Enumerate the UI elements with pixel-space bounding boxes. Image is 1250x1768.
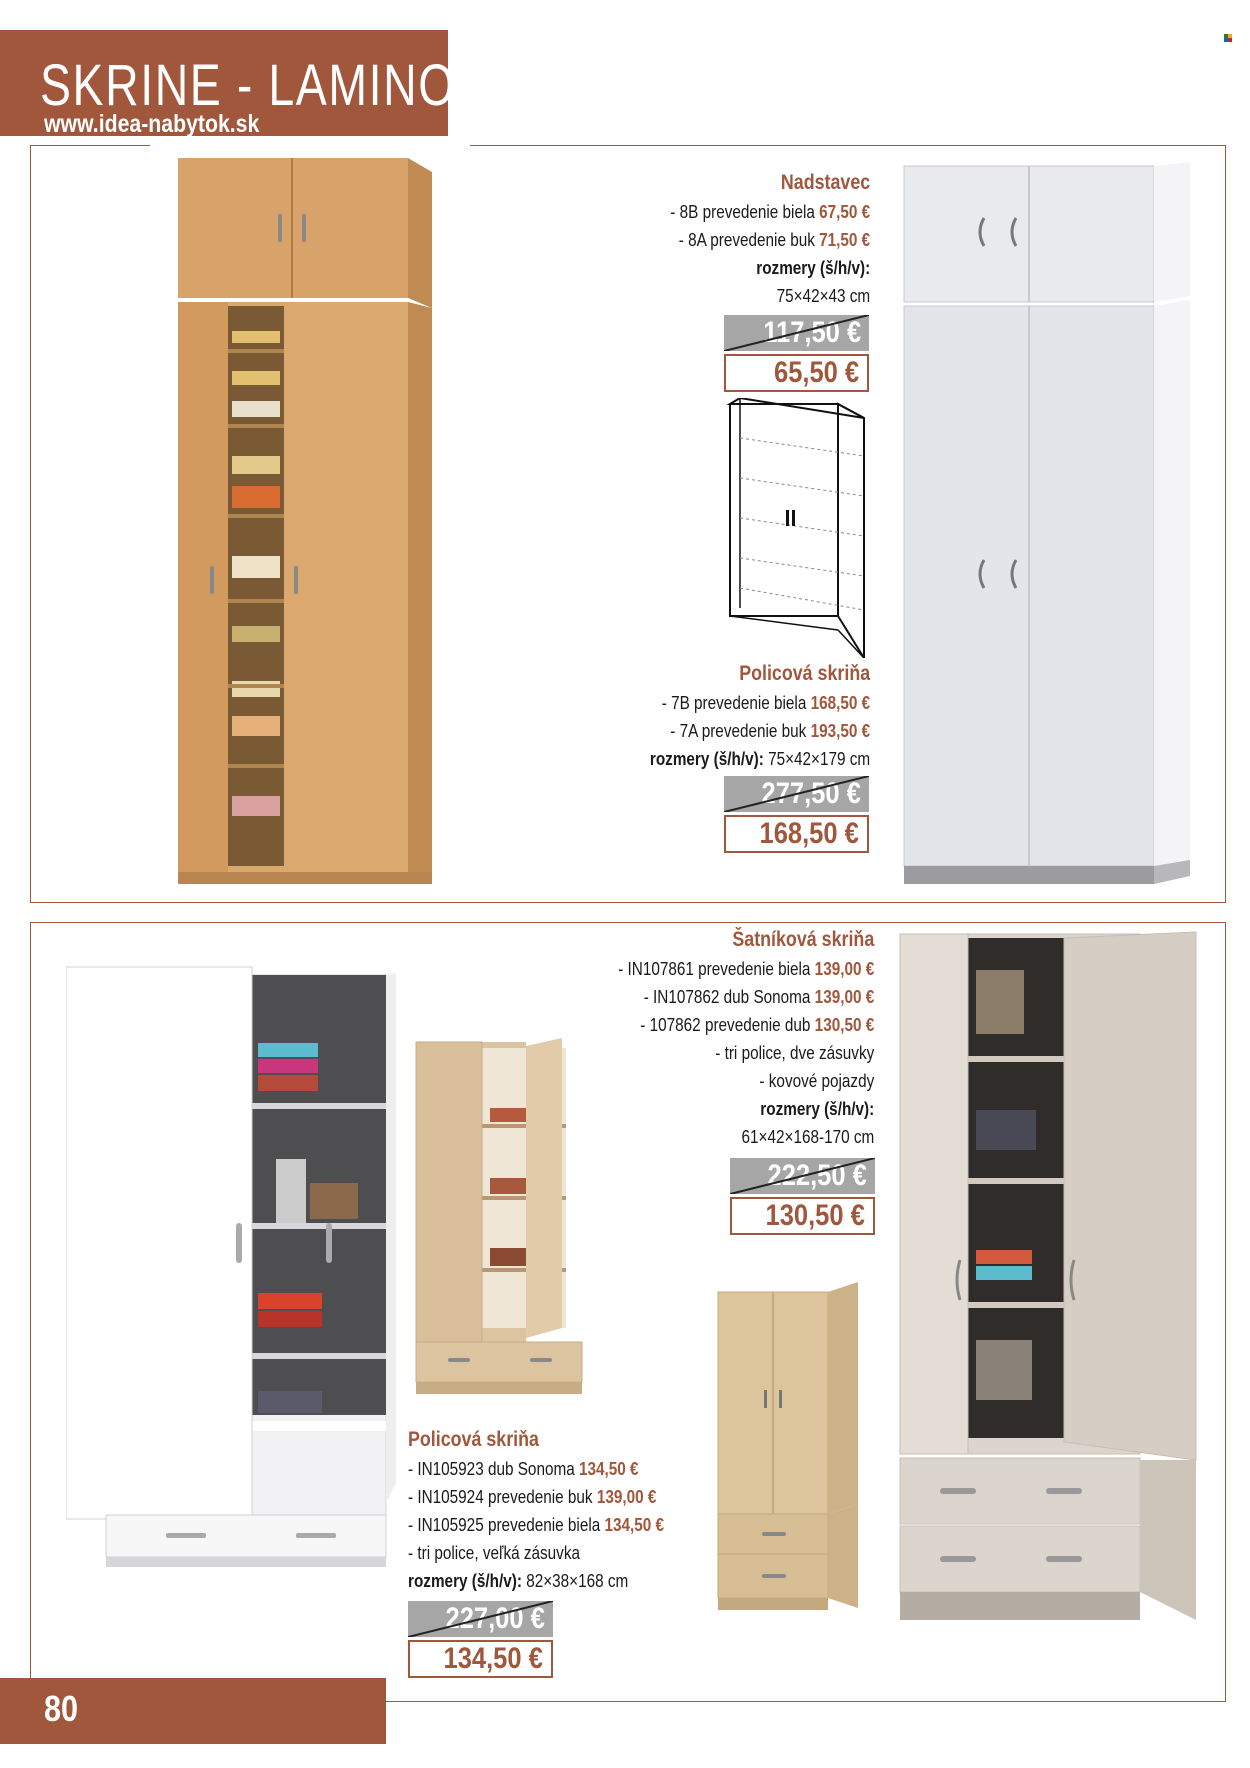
satnikova-variant-1: - IN107861 prevedenie biela 139,00 € <box>617 959 874 979</box>
page-number: 80 <box>44 1688 79 1729</box>
beech-shelf-cabinet-image <box>170 156 440 886</box>
policova-bottom-new-price: 134,50 € <box>408 1640 553 1678</box>
satnikova-dims-value: 61×42×168-170 cm <box>741 1127 874 1147</box>
nadstavec-dims-value: 75×42×43 cm <box>776 286 870 306</box>
nadstavec-variant-1: - 8B prevedenie biela 67,50 € <box>670 202 870 222</box>
policova-bottom-info <box>408 1425 664 1595</box>
nadstavec-info <box>670 168 870 310</box>
policova-top-dims: rozmery (š/h/v): 75×42×179 cm <box>649 749 870 769</box>
policova-bottom-heading: Policová skriňa <box>408 1428 539 1451</box>
policova-top-new-price: 168,50 € <box>724 815 869 853</box>
policova-bottom-dims: rozmery (š/h/v): 82×38×168 cm <box>408 1571 629 1591</box>
satnikova-feature-1: - tri police, dve zásuvky <box>714 1043 874 1063</box>
policova-bottom-variant-2: - IN105924 prevedenie buk 139,00 € <box>408 1487 657 1507</box>
nadstavec-old-price: 117,50 € <box>724 315 869 351</box>
nadstavec-variant-2: - 8A prevedenie buk 71,50 € <box>678 230 870 250</box>
satnikova-variant-2: - IN107862 dub Sonoma 139,00 € <box>643 987 874 1007</box>
brand-mark-icon <box>1224 34 1234 42</box>
policova-bottom-variant-1: - IN105923 dub Sonoma 134,50 € <box>408 1459 639 1479</box>
satnikova-info <box>618 925 874 1151</box>
nadstavec-heading: Nadstavec <box>780 171 870 194</box>
cabinet-technical-drawing <box>718 398 868 658</box>
sonoma-shelf-cabinet-image <box>412 1038 592 1400</box>
white-shelf-cabinet-image <box>900 160 1200 890</box>
nadstavec-new-price: 65,50 € <box>724 354 869 392</box>
white-wardrobe-image <box>66 963 396 1573</box>
satnikova-heading: Šatníková skriňa <box>732 928 874 951</box>
website-link[interactable]: www.idea-nabytok.sk <box>44 110 260 138</box>
satnikova-old-price: 222,50 € <box>730 1158 875 1194</box>
policova-top-old-price: 277,50 € <box>724 776 869 812</box>
page-title: SKRINE - LAMINO <box>40 53 456 118</box>
light-oak-wardrobe-image <box>896 930 1206 1630</box>
sonoma-wardrobe-image <box>714 1282 864 1632</box>
policova-bottom-old-price: 227,00 € <box>408 1601 553 1637</box>
policova-top-variant-1: - 7B prevedenie biela 168,50 € <box>661 693 870 713</box>
satnikova-dims-label: rozmery (š/h/v): <box>760 1099 874 1119</box>
policova-top-info <box>650 659 870 773</box>
policova-bottom-feature-1: - tri police, veľká zásuvka <box>408 1543 580 1563</box>
policova-bottom-variant-3: - IN105925 prevedenie biela 134,50 € <box>408 1515 665 1535</box>
satnikova-new-price: 130,50 € <box>730 1197 875 1235</box>
nadstavec-dims-label: rozmery (š/h/v): <box>756 258 870 278</box>
satnikova-variant-3: - 107862 prevedenie dub 130,50 € <box>640 1015 874 1035</box>
policova-top-heading: Policová skriňa <box>739 662 870 685</box>
satnikova-feature-2: - kovové pojazdy <box>759 1071 874 1091</box>
policova-top-variant-2: - 7A prevedenie buk 193,50 € <box>670 721 870 741</box>
